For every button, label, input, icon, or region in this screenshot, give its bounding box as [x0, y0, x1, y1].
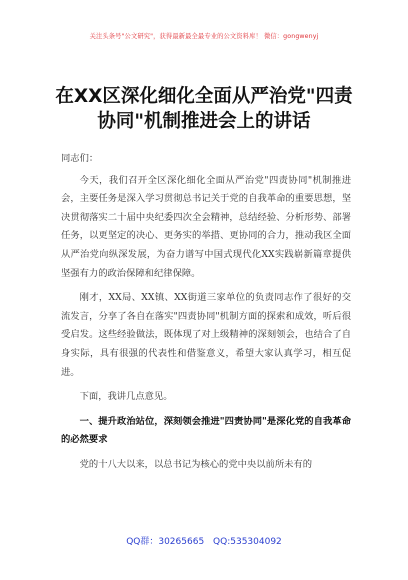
title-line-1: 在XX区深化细化全面从严治党"四责 — [55, 86, 353, 107]
title-line-2: 协同"机制推进会上的讲话 — [97, 111, 311, 132]
paragraph: 今天，我们召开全区深化细化全面从严治党"四责协同"机制推进会，主要任务是深入学习贯彻总书记关于党的自我革命的重要思想，坚决贯彻落实二十届中央纪委四次全会精神，总结经验、分析形势、部署任务，以更坚定的决心、更务实的举措、更协同的合力，推动我区全面从严治党向纵深发展，为奋力谱写中国式现代化XX实践崭新篇章提供坚强有力的政治保障和纪律保障。 — [61, 174, 351, 279]
paragraph: 下面，我讲几点意见。 — [79, 391, 173, 403]
footer-contact — [0, 534, 408, 547]
greeting: 同志们： — [61, 153, 99, 164]
promo-banner: 关注头条号"公文研究"，获得最新最全最专业的公文资料库！ 微信：gongwenyj — [89, 33, 319, 40]
document-body — [61, 150, 351, 481]
paragraph: 刚才，XX局、XX镇、XX街道三家单位的负责同志作了很好的交流发言，分享了各自在落实"四责协同"机制方面的探索和成效，听后很受启发。这些经验做法，既体现了对上级精神的深刻领会，也结合了自身实际，具有很强的代表性和借鉴意义，希望大家认真学习，相互促进。 — [61, 292, 351, 378]
qq-number-text: QQ:535304092 — [213, 537, 282, 547]
section-heading: 一、提升政治站位，深刻领会推进"四责协同"是深化党的自我革命的必然要求 — [61, 415, 351, 446]
document-title — [40, 84, 368, 134]
paragraph: 党的十八大以来，以总书记为核心的党中央以前所未有的 — [79, 458, 313, 470]
qq-group-text: QQ群：30265665 — [126, 537, 205, 547]
